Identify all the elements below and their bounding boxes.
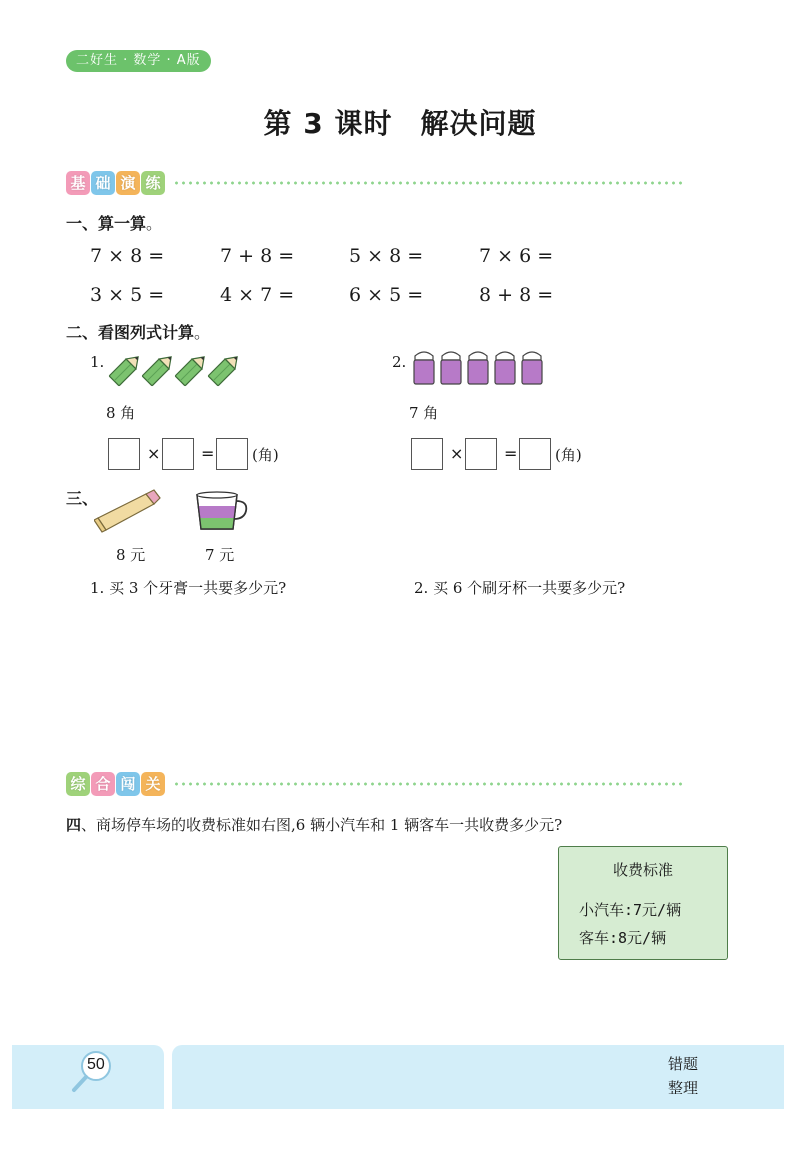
q1-heading-period: 。	[146, 214, 163, 233]
equals-sign: =	[201, 444, 215, 463]
unit-label: (角)	[252, 446, 279, 464]
unit-label: (角)	[555, 446, 582, 464]
basic-tag-char: 练	[141, 171, 165, 195]
basic-tag-char: 基	[66, 171, 90, 195]
answer-box[interactable]	[465, 438, 497, 470]
comprehensive-tag-char: 合	[91, 772, 115, 796]
q3-heading: 三、	[66, 489, 99, 508]
fee-board	[558, 846, 728, 960]
q2-item2-number: 2.	[392, 353, 407, 371]
q2-heading-period: 。	[194, 323, 211, 342]
q4-question	[66, 814, 562, 835]
eraser-icon	[522, 352, 542, 384]
book-badge: 二好生 · 数学 · A版	[66, 50, 211, 72]
q2-heading-text: 二、看图列式计算	[66, 323, 195, 342]
fee-bus: 客车:8元/辆	[579, 929, 667, 947]
q4-number: 四	[66, 816, 82, 834]
answer-box[interactable]	[216, 438, 248, 470]
eraser-icon	[495, 352, 515, 384]
q4-text: 、商场停车场的收费标准如右图,6 辆小汽车和 1 辆客车一共收费多少元?	[81, 816, 563, 834]
pencil-icon	[142, 352, 176, 386]
fee-car: 小汽车:7元/辆	[579, 901, 682, 919]
toothpaste-illustration	[94, 488, 164, 534]
dotted-divider	[173, 181, 685, 185]
comprehensive-tag-char: 关	[141, 772, 165, 796]
dotted-divider	[173, 782, 685, 786]
q3-subquestion-1: 1. 买 3 个牙膏一共要多少元?	[90, 579, 287, 597]
basic-tag-char: 础	[91, 171, 115, 195]
pencil-icon	[175, 352, 209, 386]
eraser-icon	[441, 352, 461, 384]
comprehensive-tag-char: 闯	[116, 772, 140, 796]
times-sign: ×	[450, 444, 464, 463]
equation: 7 × 8 =	[90, 245, 165, 267]
section-basic-practice	[66, 170, 685, 196]
erasers-illustration	[408, 348, 553, 388]
q2-item1-number: 1.	[90, 353, 105, 371]
comprehensive-tag-char: 综	[66, 772, 90, 796]
page-title	[0, 102, 800, 142]
q2-heading	[66, 320, 210, 343]
section-comprehensive-tag	[66, 772, 165, 796]
equation: 3 × 5 =	[90, 284, 165, 306]
pencil-icon	[208, 352, 242, 386]
lesson-number: 第 3 课时	[263, 107, 393, 140]
section-comprehensive	[66, 771, 685, 797]
q2-item2-price: 7 角	[409, 404, 439, 422]
equation: 7 × 6 =	[479, 245, 554, 267]
pencils-illustration	[104, 350, 249, 392]
eraser-icon	[414, 352, 434, 384]
pencil-icon	[109, 352, 143, 386]
equals-sign: =	[504, 444, 518, 463]
cup-price: 7 元	[205, 546, 235, 564]
basic-tag-char: 演	[116, 171, 140, 195]
q1-heading	[66, 211, 162, 234]
answer-box[interactable]	[411, 438, 443, 470]
q2-item1-price: 8 角	[106, 404, 136, 422]
lesson-topic: 解决问题	[420, 107, 537, 140]
equation: 6 × 5 =	[349, 284, 424, 306]
cup-illustration	[194, 491, 250, 533]
page-number: 50	[87, 1056, 105, 1073]
q3-subquestion-2: 2. 买 6 个刷牙杯一共要多少元?	[414, 579, 626, 597]
equation: 4 × 7 =	[220, 284, 295, 306]
answer-box[interactable]	[162, 438, 194, 470]
equation: 7 + 8 =	[220, 245, 295, 267]
section-basic-tag	[66, 171, 165, 195]
answer-box[interactable]	[108, 438, 140, 470]
fee-board-title: 收费标准	[612, 861, 673, 879]
answer-box[interactable]	[519, 438, 551, 470]
equation: 5 × 8 =	[349, 245, 424, 267]
toothpaste-price: 8 元	[116, 546, 146, 564]
eraser-icon	[468, 352, 488, 384]
times-sign: ×	[147, 444, 161, 463]
error-review-label-1: 错题	[668, 1055, 699, 1073]
error-review-label-2: 整理	[668, 1079, 699, 1097]
q1-heading-text: 一、算一算	[66, 214, 147, 233]
equation: 8 + 8 =	[479, 284, 554, 306]
